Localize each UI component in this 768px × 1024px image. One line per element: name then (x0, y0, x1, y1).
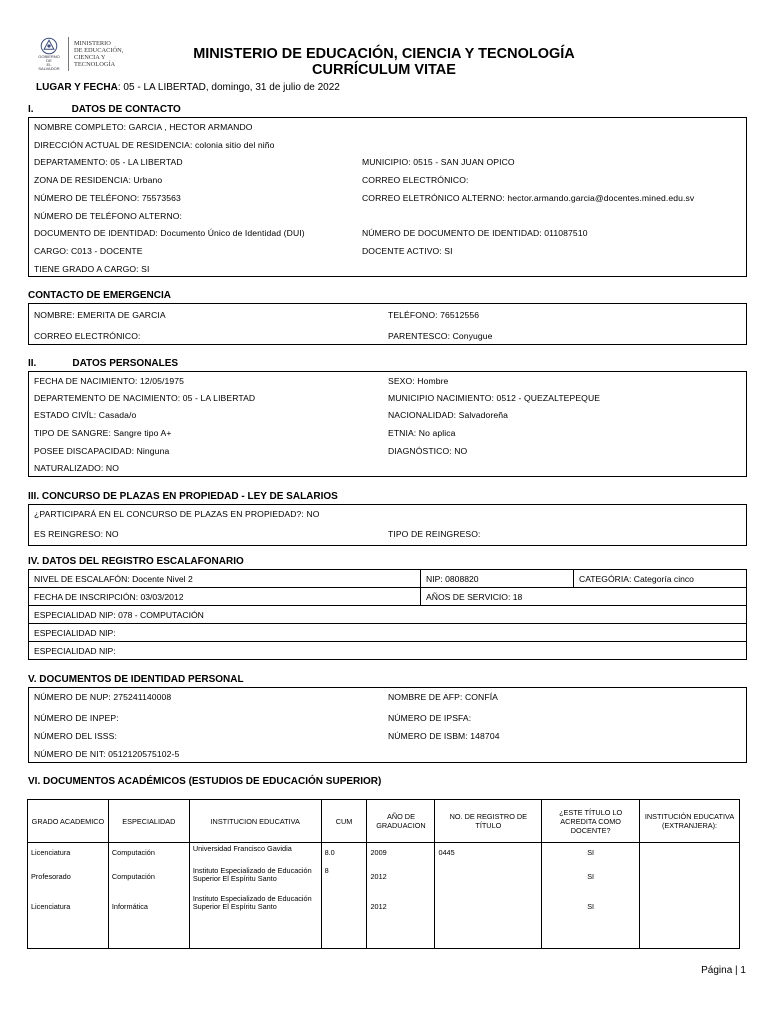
table-cell: Computación (108, 843, 189, 865)
emergency-phone: TELÉFONO: 76512556 (388, 310, 480, 320)
diagnosis: DIAGNÓSTICO: NO (388, 446, 468, 456)
column-header: INSTITUCION EDUCATIVA (189, 800, 321, 843)
contest-participation: ¿PARTICIPARÁ EN EL CONCURSO DE PLAZAS EN PROPIEDAD?: NO (34, 509, 320, 519)
table-cell: Instituto Especializado de Educación Superior El Espíritu Santo (189, 865, 321, 893)
table-cell: Licenciatura (28, 893, 109, 949)
column-header: CUM (321, 800, 367, 843)
column-header: NO. DE REGISTRO DE TÍTULO (435, 800, 542, 843)
place-date: LUGAR Y FECHA: 05 - LA LIBERTAD, domingo, 31 de julio de 2022 (36, 82, 340, 93)
column-header: AÑO DE GRADUACION (367, 800, 435, 843)
table-cell: SI (542, 843, 640, 865)
registry-nip: NIP: 0808820 (421, 570, 574, 588)
emergency-name: NOMBRE: EMERITA DE GARCIA (34, 310, 166, 320)
email-alt: CORREO ELETRÓNICO ALTERNO: hector.armando.garcia@docentes.mined.edu.sv (362, 193, 695, 203)
table-cell: Instituto Especializado de Educación Superior El Espíritu Santo (189, 893, 321, 949)
afp-name: NOMBRE DE AFP: CONFÍA (388, 692, 499, 702)
table-cell: Licenciatura (28, 843, 109, 865)
table-cell (640, 865, 740, 893)
table-cell: 2012 (367, 893, 435, 949)
birth-date: FECHA DE NACIMIENTO: 12/05/1975 (34, 376, 185, 386)
document-subtitle: CURRÍCULUM VITAE (312, 62, 456, 78)
blood-type: TIPO DE SANGRE: Sangre tipo A+ (34, 428, 172, 438)
naturalized: NATURALIZADO: NO (34, 463, 120, 473)
table-cell: SI (542, 865, 640, 893)
ethnicity: ETNIA: No aplica (388, 428, 456, 438)
page-number: Página | 1 (701, 965, 746, 976)
table-header-row (28, 800, 740, 843)
nup-number: NÚMERO DE NUP: 275241140008 (34, 692, 172, 702)
personal-box (28, 371, 747, 477)
section-contact-title: I. DATOS DE CONTACTO (28, 104, 181, 115)
coat-of-arms-icon: GOBIERNO DE EL SALVADOR (36, 37, 62, 71)
table-cell (435, 865, 542, 893)
table-cell: Profesorado (28, 865, 109, 893)
nit-number: NÚMERO DE NIT: 0512120575102-5 (34, 749, 180, 759)
column-header: INSTITUCIÓN EDUCATIVA (EXTRANJERA): (640, 800, 740, 843)
table-row (29, 588, 747, 606)
section-emergency-title: CONTACTO DE EMERGENCIA (28, 290, 171, 301)
nationality: NACIONALIDAD: Salvadoreña (388, 410, 509, 420)
registry-level: NIVEL DE ESCALAFÓN: Docente Nivel 2 (29, 570, 421, 588)
section-academic-title: VI. DOCUMENTOS ACADÉMICOS (ESTUDIOS DE EDUCACIÓN SUPERIOR) (28, 776, 382, 787)
section-personal-title: II. DATOS PERSONALES (28, 358, 179, 369)
table-cell: 2009 (367, 843, 435, 865)
table-row (29, 570, 747, 588)
table-row (29, 624, 747, 642)
table-cell: 0445 (435, 843, 542, 865)
registry-specialty: ESPECIALIDAD NIP: 078 - COMPUTACIÓN (29, 606, 747, 624)
registry-category: CATEGÓRIA: Categoría cinco (574, 570, 747, 588)
table-cell: Computación (108, 865, 189, 893)
table-cell: SI (542, 893, 640, 949)
reentry: ES REINGRESO: NO (34, 529, 119, 539)
municipality: MUNICIPIO: 0515 - SAN JUAN OPICO (362, 157, 515, 167)
phone: NÚMERO DE TELÉFONO: 75573563 (34, 193, 181, 203)
isbm-number: NÚMERO DE ISBM: 148704 (388, 731, 500, 741)
birth-department: DEPARTEMENTO DE NACIMIENTO: 05 - LA LIBERTAD (34, 393, 256, 403)
residence-zone: ZONA DE RESIDENCIA: Urbano (34, 175, 163, 185)
section-identity-title: V. DOCUMENTOS DE IDENTIDAD PERSONAL (28, 674, 244, 685)
column-header: ¿ESTE TÍTULO LO ACREDITA COMO DOCENTE? (542, 800, 640, 843)
registry-specialty: ESPECIALIDAD NIP: (29, 642, 747, 660)
address: DIRECCIÓN ACTUAL DE RESIDENCIA: colonia sitio del niño (34, 140, 275, 150)
emergency-email: CORREO ELECTRÓNICO: (34, 331, 141, 341)
column-header: ESPECIALIDAD (108, 800, 189, 843)
email: CORREO ELECTRÓNICO: (362, 175, 469, 185)
id-document: DOCUMENTO DE IDENTIDAD: Documento Único de Identidad (DUI) (34, 228, 305, 238)
emergency-relationship: PARENTESCO: Conyugue (388, 331, 493, 341)
table-row (29, 606, 747, 624)
table-cell (640, 843, 740, 865)
sex: SEXO: Hombre (388, 376, 449, 386)
civil-status: ESTADO CIVÍL: Casada/o (34, 410, 137, 420)
department: DEPARTAMENTO: 05 - LA LIBERTAD (34, 157, 183, 167)
table-row (28, 843, 740, 865)
phone-alt: NÚMERO DE TELÉFONO ALTERNO: (34, 211, 183, 221)
table-cell: 8 (321, 865, 367, 893)
table-cell: 8.0 (321, 843, 367, 865)
table-cell (321, 893, 367, 949)
registry-table (28, 569, 747, 660)
registry-specialty: ESPECIALIDAD NIP: (29, 624, 747, 642)
id-number: NÚMERO DE DOCUMENTO DE IDENTIDAD: 011087510 (362, 228, 588, 238)
table-cell: Universidad Francisco Gavidia (189, 843, 321, 865)
registry-years: AÑOS DE SERVICIO: 18 (421, 588, 747, 606)
table-cell (435, 893, 542, 949)
table-row (28, 893, 740, 949)
disability: POSEE DISCAPACIDAD: Ninguna (34, 446, 170, 456)
grade-in-charge: TIENE GRADO A CARGO: SI (34, 264, 150, 274)
birth-municipality: MUNICIPIO NACIMIENTO: 0512 - QUEZALTEPEQUE (388, 393, 601, 403)
table-cell: Informática (108, 893, 189, 949)
registry-date: FECHA DE INSCRIPCIÓN: 03/03/2012 (29, 588, 421, 606)
academic-table (27, 799, 740, 949)
logo-text: MINISTERIO DE EDUCACIÓN, CIENCIA Y TECNOLOGÍA (74, 40, 124, 68)
position: CARGO: C013 - DOCENTE (34, 246, 143, 256)
table-cell (640, 893, 740, 949)
reentry-type: TIPO DE REINGRESO: (388, 529, 481, 539)
table-cell: 2012 (367, 865, 435, 893)
isss-number: NÚMERO DEL ISSS: (34, 731, 117, 741)
table-row (29, 642, 747, 660)
ipsfa-number: NÚMERO DE IPSFA: (388, 713, 472, 723)
document-title: MINISTERIO DE EDUCACIÓN, CIENCIA Y TECNOLOGÍA (193, 46, 575, 62)
inpep-number: NÚMERO DE INPEP: (34, 713, 119, 723)
column-header: GRADO ACADEMICO (28, 800, 109, 843)
active-teacher: DOCENTE ACTIVO: SI (362, 246, 453, 256)
table-row (28, 865, 740, 893)
section-contest-title: III. CONCURSO DE PLAZAS EN PROPIEDAD - LEY DE SALARIOS (28, 491, 338, 502)
full-name: NOMBRE COMPLETO: GARCIA , HECTOR ARMANDO (34, 122, 253, 132)
section-registry-title: IV. DATOS DEL REGISTRO ESCALAFONARIO (28, 556, 244, 567)
